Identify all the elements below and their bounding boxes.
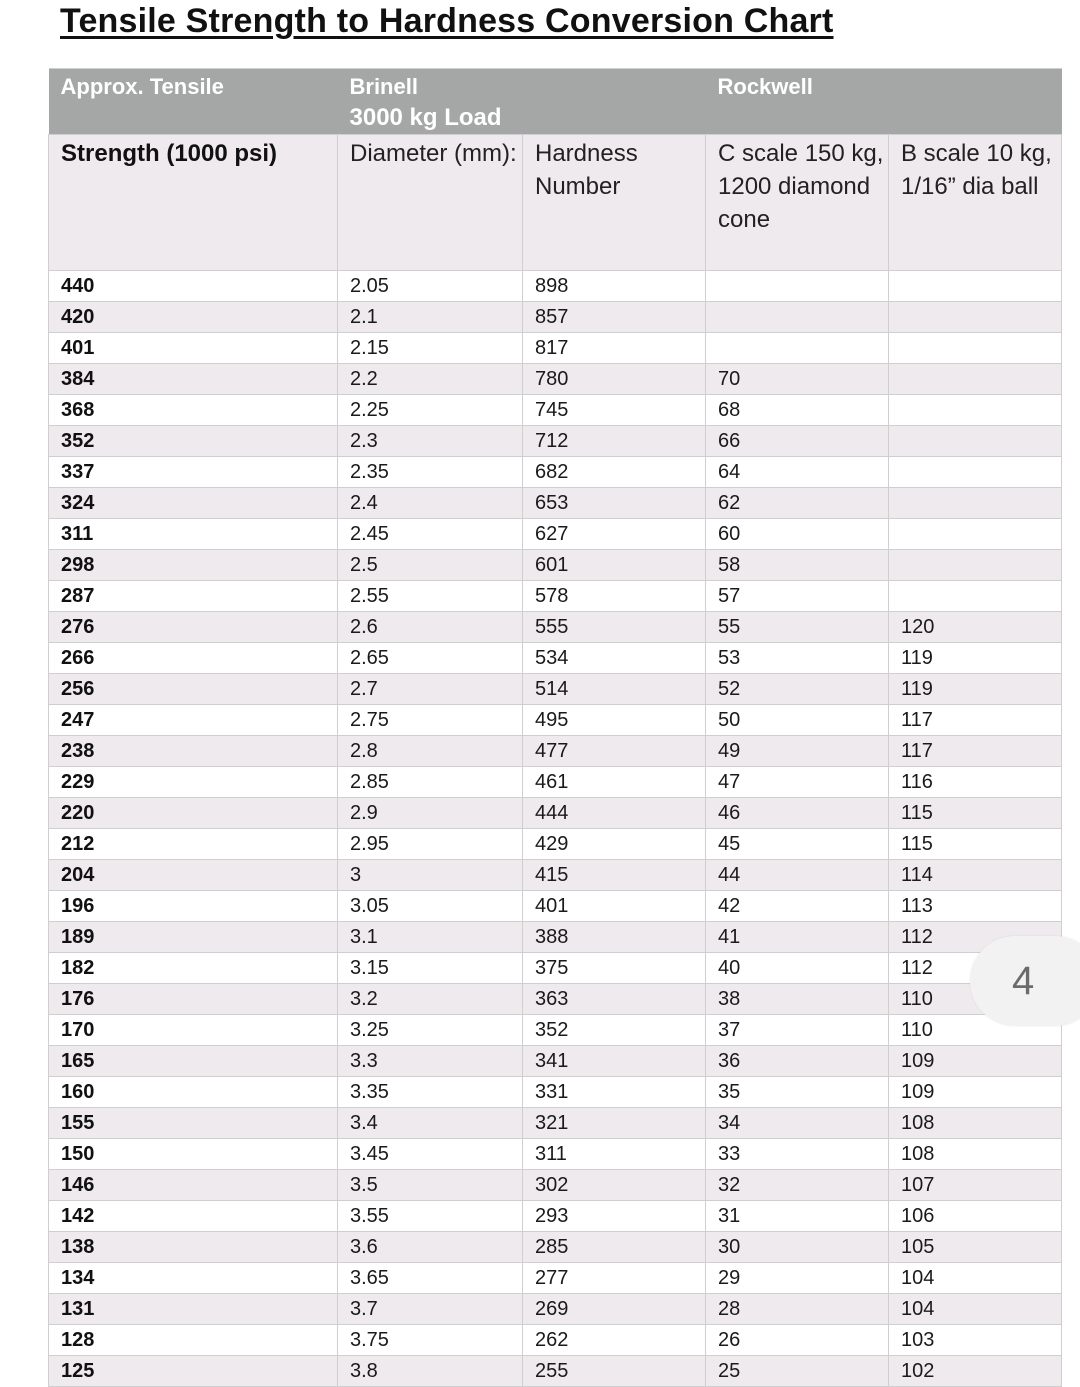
cell-b-scale: 108 (889, 1108, 1062, 1139)
cell-diameter: 3 (338, 860, 523, 891)
cell-c-scale: 34 (706, 1108, 889, 1139)
cell-c-scale: 37 (706, 1015, 889, 1046)
cell-hardness: 415 (523, 860, 706, 891)
cell-diameter: 2.3 (338, 426, 523, 457)
header-brinell-label: Brinell (349, 74, 418, 99)
header-brinell-load: 3000 kg Load (349, 104, 502, 131)
cell-b-scale: 112 (889, 953, 1062, 984)
cell-hardness: 341 (523, 1046, 706, 1077)
cell-hardness: 293 (523, 1201, 706, 1232)
conversion-table (48, 68, 1062, 1387)
cell-c-scale (706, 271, 889, 302)
table-row (49, 798, 1062, 829)
cell-b-scale (889, 519, 1062, 550)
cell-diameter: 2.15 (338, 333, 523, 364)
cell-strength: 212 (49, 829, 338, 860)
table-row (49, 1263, 1062, 1294)
cell-strength: 146 (49, 1170, 338, 1201)
cell-c-scale: 52 (706, 674, 889, 705)
cell-hardness: 352 (523, 1015, 706, 1046)
cell-c-scale: 62 (706, 488, 889, 519)
table-row (49, 302, 1062, 333)
cell-strength: 196 (49, 891, 338, 922)
cell-b-scale: 109 (889, 1046, 1062, 1077)
table-row (49, 1077, 1062, 1108)
cell-strength: 368 (49, 395, 338, 426)
cell-b-scale: 110 (889, 1015, 1062, 1046)
cell-c-scale: 45 (706, 829, 889, 860)
cell-b-scale (889, 457, 1062, 488)
table-row (49, 1201, 1062, 1232)
table-row (49, 550, 1062, 581)
cell-c-scale (706, 333, 889, 364)
cell-strength: 401 (49, 333, 338, 364)
cell-hardness: 745 (523, 395, 706, 426)
cell-hardness: 285 (523, 1232, 706, 1263)
cell-strength: 150 (49, 1139, 338, 1170)
cell-diameter: 2.35 (338, 457, 523, 488)
cell-c-scale: 66 (706, 426, 889, 457)
cell-c-scale: 31 (706, 1201, 889, 1232)
cell-b-scale: 103 (889, 1325, 1062, 1356)
cell-c-scale: 44 (706, 860, 889, 891)
cell-c-scale: 42 (706, 891, 889, 922)
cell-b-scale: 107 (889, 1170, 1062, 1201)
cell-c-scale: 58 (706, 550, 889, 581)
cell-diameter: 3.1 (338, 922, 523, 953)
cell-b-scale: 115 (889, 798, 1062, 829)
cell-b-scale (889, 395, 1062, 426)
table-row (49, 1108, 1062, 1139)
cell-c-scale: 32 (706, 1170, 889, 1201)
cell-diameter: 2.2 (338, 364, 523, 395)
table-row (49, 736, 1062, 767)
cell-strength: 238 (49, 736, 338, 767)
cell-c-scale: 64 (706, 457, 889, 488)
table-row (49, 829, 1062, 860)
cell-b-scale: 108 (889, 1139, 1062, 1170)
cell-strength: 311 (49, 519, 338, 550)
cell-strength: 131 (49, 1294, 338, 1325)
table-row (49, 674, 1062, 705)
cell-strength: 204 (49, 860, 338, 891)
cell-hardness: 444 (523, 798, 706, 829)
cell-hardness: 780 (523, 364, 706, 395)
cell-b-scale (889, 581, 1062, 612)
cell-c-scale: 29 (706, 1263, 889, 1294)
cell-hardness: 321 (523, 1108, 706, 1139)
cell-hardness: 461 (523, 767, 706, 798)
cell-strength: 138 (49, 1232, 338, 1263)
cell-c-scale: 46 (706, 798, 889, 829)
header-approx-tensile: Approx. Tensile (49, 69, 338, 135)
cell-diameter: 3.75 (338, 1325, 523, 1356)
table-row (49, 395, 1062, 426)
column-header-c-scale: C scale 150 kg, 1200 diamond cone (706, 135, 889, 271)
table-row (49, 922, 1062, 953)
column-header-diameter: Diameter (mm): (338, 135, 523, 271)
cell-diameter: 3.05 (338, 891, 523, 922)
cell-strength: 420 (49, 302, 338, 333)
cell-diameter: 3.6 (338, 1232, 523, 1263)
cell-c-scale: 57 (706, 581, 889, 612)
table-row (49, 860, 1062, 891)
cell-b-scale (889, 302, 1062, 333)
cell-diameter: 3.3 (338, 1046, 523, 1077)
table-row (49, 519, 1062, 550)
cell-hardness: 262 (523, 1325, 706, 1356)
cell-c-scale: 35 (706, 1077, 889, 1108)
cell-hardness: 302 (523, 1170, 706, 1201)
cell-strength: 155 (49, 1108, 338, 1139)
cell-diameter: 3.55 (338, 1201, 523, 1232)
cell-c-scale: 38 (706, 984, 889, 1015)
cell-diameter: 2.4 (338, 488, 523, 519)
cell-diameter: 2.7 (338, 674, 523, 705)
table-row (49, 1356, 1062, 1387)
cell-hardness: 495 (523, 705, 706, 736)
cell-b-scale: 112 (889, 922, 1062, 953)
cell-c-scale: 50 (706, 705, 889, 736)
table-row (49, 364, 1062, 395)
cell-hardness: 375 (523, 953, 706, 984)
table-row (49, 1294, 1062, 1325)
cell-b-scale: 104 (889, 1263, 1062, 1294)
cell-hardness: 514 (523, 674, 706, 705)
cell-hardness: 682 (523, 457, 706, 488)
cell-diameter: 3.65 (338, 1263, 523, 1294)
cell-c-scale: 70 (706, 364, 889, 395)
cell-hardness: 255 (523, 1356, 706, 1387)
table-row (49, 1015, 1062, 1046)
page-title: Tensile Strength to Hardness Conversion Chart (60, 2, 834, 40)
cell-hardness: 388 (523, 922, 706, 953)
header-brinell (338, 69, 706, 135)
cell-hardness: 534 (523, 643, 706, 674)
cell-strength: 182 (49, 953, 338, 984)
cell-b-scale (889, 550, 1062, 581)
cell-hardness: 401 (523, 891, 706, 922)
cell-strength: 276 (49, 612, 338, 643)
cell-diameter: 3.8 (338, 1356, 523, 1387)
cell-c-scale: 60 (706, 519, 889, 550)
cell-strength: 256 (49, 674, 338, 705)
cell-c-scale: 30 (706, 1232, 889, 1263)
table-row (49, 612, 1062, 643)
cell-diameter: 3.7 (338, 1294, 523, 1325)
cell-strength: 266 (49, 643, 338, 674)
cell-b-scale (889, 364, 1062, 395)
cell-diameter: 2.8 (338, 736, 523, 767)
cell-strength: 298 (49, 550, 338, 581)
table-row (49, 488, 1062, 519)
cell-diameter: 2.65 (338, 643, 523, 674)
cell-strength: 440 (49, 271, 338, 302)
cell-diameter: 3.15 (338, 953, 523, 984)
column-header-b-scale: B scale 10 kg, 1/16” dia ball (889, 135, 1062, 271)
table-body (49, 271, 1062, 1387)
table-row (49, 1170, 1062, 1201)
cell-diameter: 2.6 (338, 612, 523, 643)
cell-strength: 337 (49, 457, 338, 488)
cell-hardness: 429 (523, 829, 706, 860)
cell-diameter: 2.45 (338, 519, 523, 550)
cell-c-scale: 40 (706, 953, 889, 984)
cell-strength: 352 (49, 426, 338, 457)
cell-hardness: 331 (523, 1077, 706, 1108)
table-row (49, 891, 1062, 922)
cell-diameter: 2.75 (338, 705, 523, 736)
cell-b-scale: 105 (889, 1232, 1062, 1263)
table-row (49, 705, 1062, 736)
cell-c-scale: 53 (706, 643, 889, 674)
cell-strength: 176 (49, 984, 338, 1015)
cell-diameter: 3.2 (338, 984, 523, 1015)
table-row (49, 1046, 1062, 1077)
cell-c-scale: 36 (706, 1046, 889, 1077)
cell-c-scale: 33 (706, 1139, 889, 1170)
cell-b-scale (889, 333, 1062, 364)
cell-strength: 247 (49, 705, 338, 736)
cell-diameter: 2.5 (338, 550, 523, 581)
column-header-row (49, 135, 1062, 271)
cell-b-scale: 117 (889, 705, 1062, 736)
table-row (49, 643, 1062, 674)
cell-strength: 324 (49, 488, 338, 519)
table-row (49, 1139, 1062, 1170)
column-header-hardness: Hardness Number (523, 135, 706, 271)
cell-b-scale (889, 271, 1062, 302)
cell-hardness: 898 (523, 271, 706, 302)
cell-diameter: 2.25 (338, 395, 523, 426)
cell-diameter: 3.25 (338, 1015, 523, 1046)
cell-strength: 125 (49, 1356, 338, 1387)
cell-diameter: 2.9 (338, 798, 523, 829)
cell-c-scale: 68 (706, 395, 889, 426)
cell-b-scale: 115 (889, 829, 1062, 860)
cell-b-scale: 106 (889, 1201, 1062, 1232)
cell-b-scale: 104 (889, 1294, 1062, 1325)
cell-diameter: 3.4 (338, 1108, 523, 1139)
cell-c-scale: 25 (706, 1356, 889, 1387)
table-row (49, 457, 1062, 488)
cell-strength: 384 (49, 364, 338, 395)
cell-strength: 134 (49, 1263, 338, 1294)
cell-b-scale (889, 488, 1062, 519)
cell-b-scale: 119 (889, 674, 1062, 705)
cell-c-scale: 55 (706, 612, 889, 643)
cell-hardness: 627 (523, 519, 706, 550)
cell-b-scale: 116 (889, 767, 1062, 798)
cell-strength: 142 (49, 1201, 338, 1232)
table-row (49, 767, 1062, 798)
cell-strength: 128 (49, 1325, 338, 1356)
cell-strength: 229 (49, 767, 338, 798)
table-row (49, 984, 1062, 1015)
table-row (49, 581, 1062, 612)
cell-strength: 189 (49, 922, 338, 953)
cell-hardness: 712 (523, 426, 706, 457)
table-row (49, 1232, 1062, 1263)
cell-b-scale: 120 (889, 612, 1062, 643)
cell-hardness: 817 (523, 333, 706, 364)
cell-b-scale: 114 (889, 860, 1062, 891)
cell-diameter: 3.35 (338, 1077, 523, 1108)
cell-hardness: 311 (523, 1139, 706, 1170)
cell-diameter: 2.95 (338, 829, 523, 860)
cell-b-scale: 113 (889, 891, 1062, 922)
cell-diameter: 2.05 (338, 271, 523, 302)
cell-c-scale: 28 (706, 1294, 889, 1325)
column-header-strength: Strength (1000 psi) (49, 135, 338, 271)
cell-c-scale: 49 (706, 736, 889, 767)
cell-b-scale: 102 (889, 1356, 1062, 1387)
cell-hardness: 578 (523, 581, 706, 612)
cell-hardness: 601 (523, 550, 706, 581)
cell-c-scale: 26 (706, 1325, 889, 1356)
group-header-row (49, 69, 1062, 135)
cell-hardness: 363 (523, 984, 706, 1015)
cell-hardness: 269 (523, 1294, 706, 1325)
cell-strength: 165 (49, 1046, 338, 1077)
cell-hardness: 477 (523, 736, 706, 767)
cell-diameter: 2.55 (338, 581, 523, 612)
cell-c-scale (706, 302, 889, 333)
cell-hardness: 653 (523, 488, 706, 519)
cell-c-scale: 47 (706, 767, 889, 798)
cell-c-scale: 41 (706, 922, 889, 953)
table-row (49, 271, 1062, 302)
cell-diameter: 2.1 (338, 302, 523, 333)
cell-hardness: 857 (523, 302, 706, 333)
cell-b-scale: 110 (889, 984, 1062, 1015)
cell-b-scale (889, 426, 1062, 457)
header-rockwell: Rockwell (706, 69, 1062, 135)
cell-diameter: 3.45 (338, 1139, 523, 1170)
cell-strength: 220 (49, 798, 338, 829)
cell-diameter: 3.5 (338, 1170, 523, 1201)
table-row (49, 333, 1062, 364)
table-row (49, 1325, 1062, 1356)
cell-b-scale: 119 (889, 643, 1062, 674)
cell-strength: 287 (49, 581, 338, 612)
cell-diameter: 2.85 (338, 767, 523, 798)
page-number-badge: 4 (970, 936, 1080, 1026)
cell-hardness: 555 (523, 612, 706, 643)
cell-hardness: 277 (523, 1263, 706, 1294)
cell-b-scale: 117 (889, 736, 1062, 767)
cell-strength: 160 (49, 1077, 338, 1108)
table-row (49, 953, 1062, 984)
table-row (49, 426, 1062, 457)
cell-b-scale: 109 (889, 1077, 1062, 1108)
cell-strength: 170 (49, 1015, 338, 1046)
